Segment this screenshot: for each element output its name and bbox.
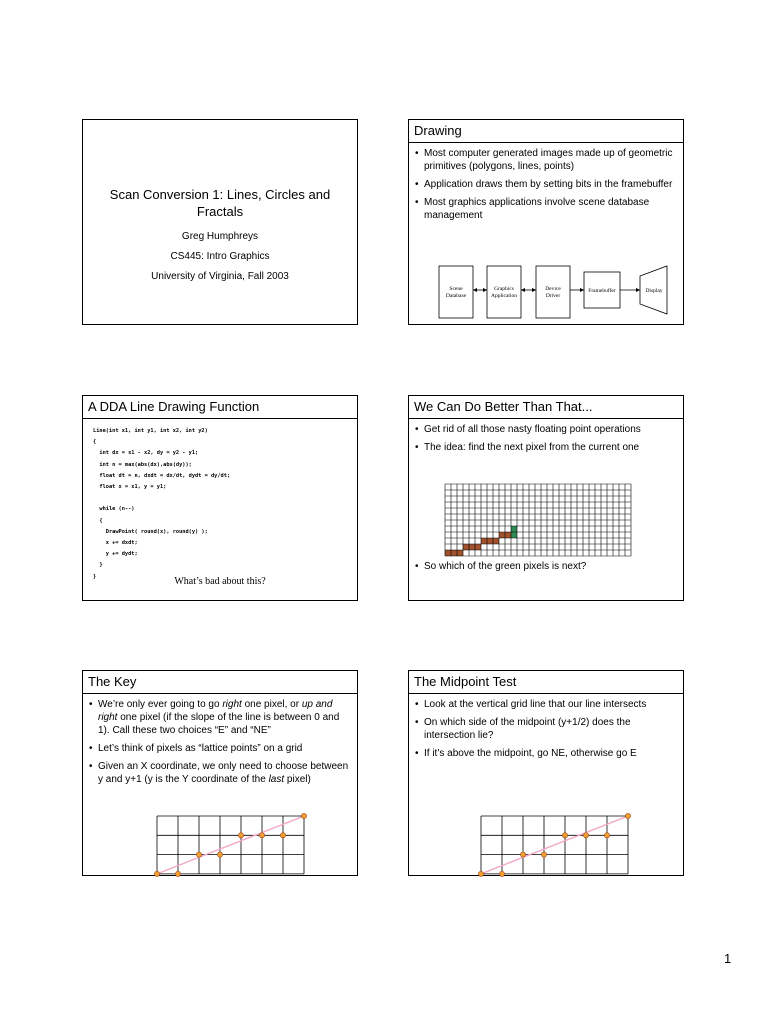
slide-heading: The Midpoint Test bbox=[409, 671, 683, 694]
bullet-list bbox=[83, 694, 357, 786]
scene-database-label: Database bbox=[445, 293, 467, 299]
slide-key bbox=[82, 670, 358, 876]
candidate-pixel bbox=[511, 532, 517, 538]
line-pixel bbox=[469, 544, 475, 550]
line-pixel bbox=[487, 538, 493, 544]
slide-heading: A DDA Line Drawing Function bbox=[83, 396, 357, 419]
bullet: • Application draws them by setting bits in the framebuffer bbox=[415, 178, 677, 191]
bullet: • So which of the green pixels is next? bbox=[415, 560, 677, 573]
scene-database-label: Scene bbox=[449, 286, 463, 292]
bullet: • Look at the vertical grid line that our line intersects bbox=[415, 698, 677, 711]
lattice-grid bbox=[157, 816, 307, 876]
lattice-point bbox=[520, 852, 525, 857]
lattice-point bbox=[301, 813, 306, 818]
lattice-point bbox=[154, 871, 159, 876]
lattice-point bbox=[562, 833, 567, 838]
graphics-application-box bbox=[487, 266, 521, 318]
cover-block bbox=[83, 186, 357, 290]
line-segment bbox=[481, 816, 628, 874]
lattice-point bbox=[583, 833, 588, 838]
lattice-point bbox=[259, 833, 264, 838]
line-pixel bbox=[463, 544, 469, 550]
code-listing: Line(int x1, int y1, int x2, int y2) { int dx = x1 - x2, dy = y2 - y1; int n = max(abs(dx),abs(dy)); float dt = n, dxdt = dx/dt, dydt = dy/dt; float x = x1, y = y1; while (n--) { DrawPoint( round(x), round(y) ); x += dxdt; y += dydt; } } bbox=[93, 428, 231, 580]
bullet-list-after bbox=[409, 556, 683, 578]
institution: University of Virginia, Fall 2003 bbox=[151, 271, 289, 282]
bullet-list bbox=[409, 694, 683, 760]
line-pixel bbox=[475, 544, 481, 550]
line-segment bbox=[157, 816, 304, 874]
page-number: 1 bbox=[724, 951, 732, 966]
author: Greg Humphreys bbox=[181, 231, 259, 242]
bullet: • The idea: find the next pixel from the current one bbox=[415, 441, 677, 454]
bullet: • On which side of the midpoint (y+1/2) does the intersection lie? bbox=[415, 716, 677, 742]
lattice-point bbox=[196, 852, 201, 857]
device-driver-label: Device bbox=[545, 286, 561, 292]
arrow-head bbox=[473, 288, 477, 292]
device-driver-label: Driver bbox=[545, 293, 561, 299]
course: CS445: Intro Graphics bbox=[170, 251, 270, 262]
arrow-head bbox=[532, 288, 536, 292]
lattice-grid bbox=[481, 816, 631, 876]
slide-title-text: Scan Conversion 1: Lines, Circles and Fractals bbox=[109, 187, 331, 219]
graphics-application-label: Graphics bbox=[494, 286, 514, 292]
lattice-point bbox=[625, 813, 630, 818]
bullet: • Let’s think of pixels as “lattice points” on a grid bbox=[89, 742, 351, 755]
display-label: Display bbox=[645, 288, 663, 294]
bullet: • Most graphics applications involve scene database management bbox=[415, 196, 677, 222]
candidate-pixel bbox=[511, 526, 517, 532]
bullet-list bbox=[409, 419, 683, 454]
slide-drawing bbox=[408, 119, 684, 325]
bullet: • If it’s above the midpoint, go NE, otherwise go E bbox=[415, 747, 677, 760]
pipeline-diagram bbox=[409, 120, 685, 326]
lattice-point bbox=[604, 833, 609, 838]
slide-midpoint bbox=[408, 670, 684, 876]
code-caption: What’s bad about this? bbox=[174, 576, 266, 587]
line-pixel bbox=[499, 532, 505, 538]
line-pixel bbox=[493, 538, 499, 544]
slide-heading: The Key bbox=[83, 671, 357, 694]
lattice-point bbox=[238, 833, 243, 838]
arrow-head bbox=[521, 288, 525, 292]
lattice-point bbox=[499, 871, 504, 876]
device-driver-box bbox=[536, 266, 570, 318]
bullet: • Get rid of all those nasty floating point operations bbox=[415, 423, 677, 436]
slide-title bbox=[82, 119, 358, 325]
bullet: • We’re only ever going to go right one pixel, or up and right one pixel (if the slope of the line is between 0 and 1). Call these two choices “E” and “NE” bbox=[89, 698, 351, 737]
lattice-point bbox=[175, 871, 180, 876]
framebuffer-label: Framebuffer bbox=[588, 288, 616, 294]
bullet: • Most computer generated images made up of geometric primitives (polygons, lines, points) bbox=[415, 147, 677, 173]
slide-better bbox=[408, 395, 684, 601]
pixel-grid bbox=[445, 484, 633, 556]
arrow-head bbox=[483, 288, 487, 292]
slide-dda bbox=[82, 395, 358, 601]
bullet: • Given an X coordinate, we only need to choose between y and y+1 (y is the Y coordinate of the last pixel) bbox=[89, 760, 351, 786]
scene-database-box bbox=[439, 266, 473, 318]
lattice-point bbox=[478, 871, 483, 876]
arrow-head bbox=[580, 288, 584, 292]
lattice-point bbox=[541, 852, 546, 857]
arrow-head bbox=[636, 288, 640, 292]
lattice-point bbox=[280, 833, 285, 838]
slide-heading: Drawing bbox=[409, 120, 683, 143]
slide-heading: We Can Do Better Than That... bbox=[409, 396, 683, 419]
line-pixel bbox=[481, 538, 487, 544]
line-pixel bbox=[505, 532, 511, 538]
graphics-application-label: Application bbox=[491, 293, 517, 299]
lattice-point bbox=[217, 852, 222, 857]
